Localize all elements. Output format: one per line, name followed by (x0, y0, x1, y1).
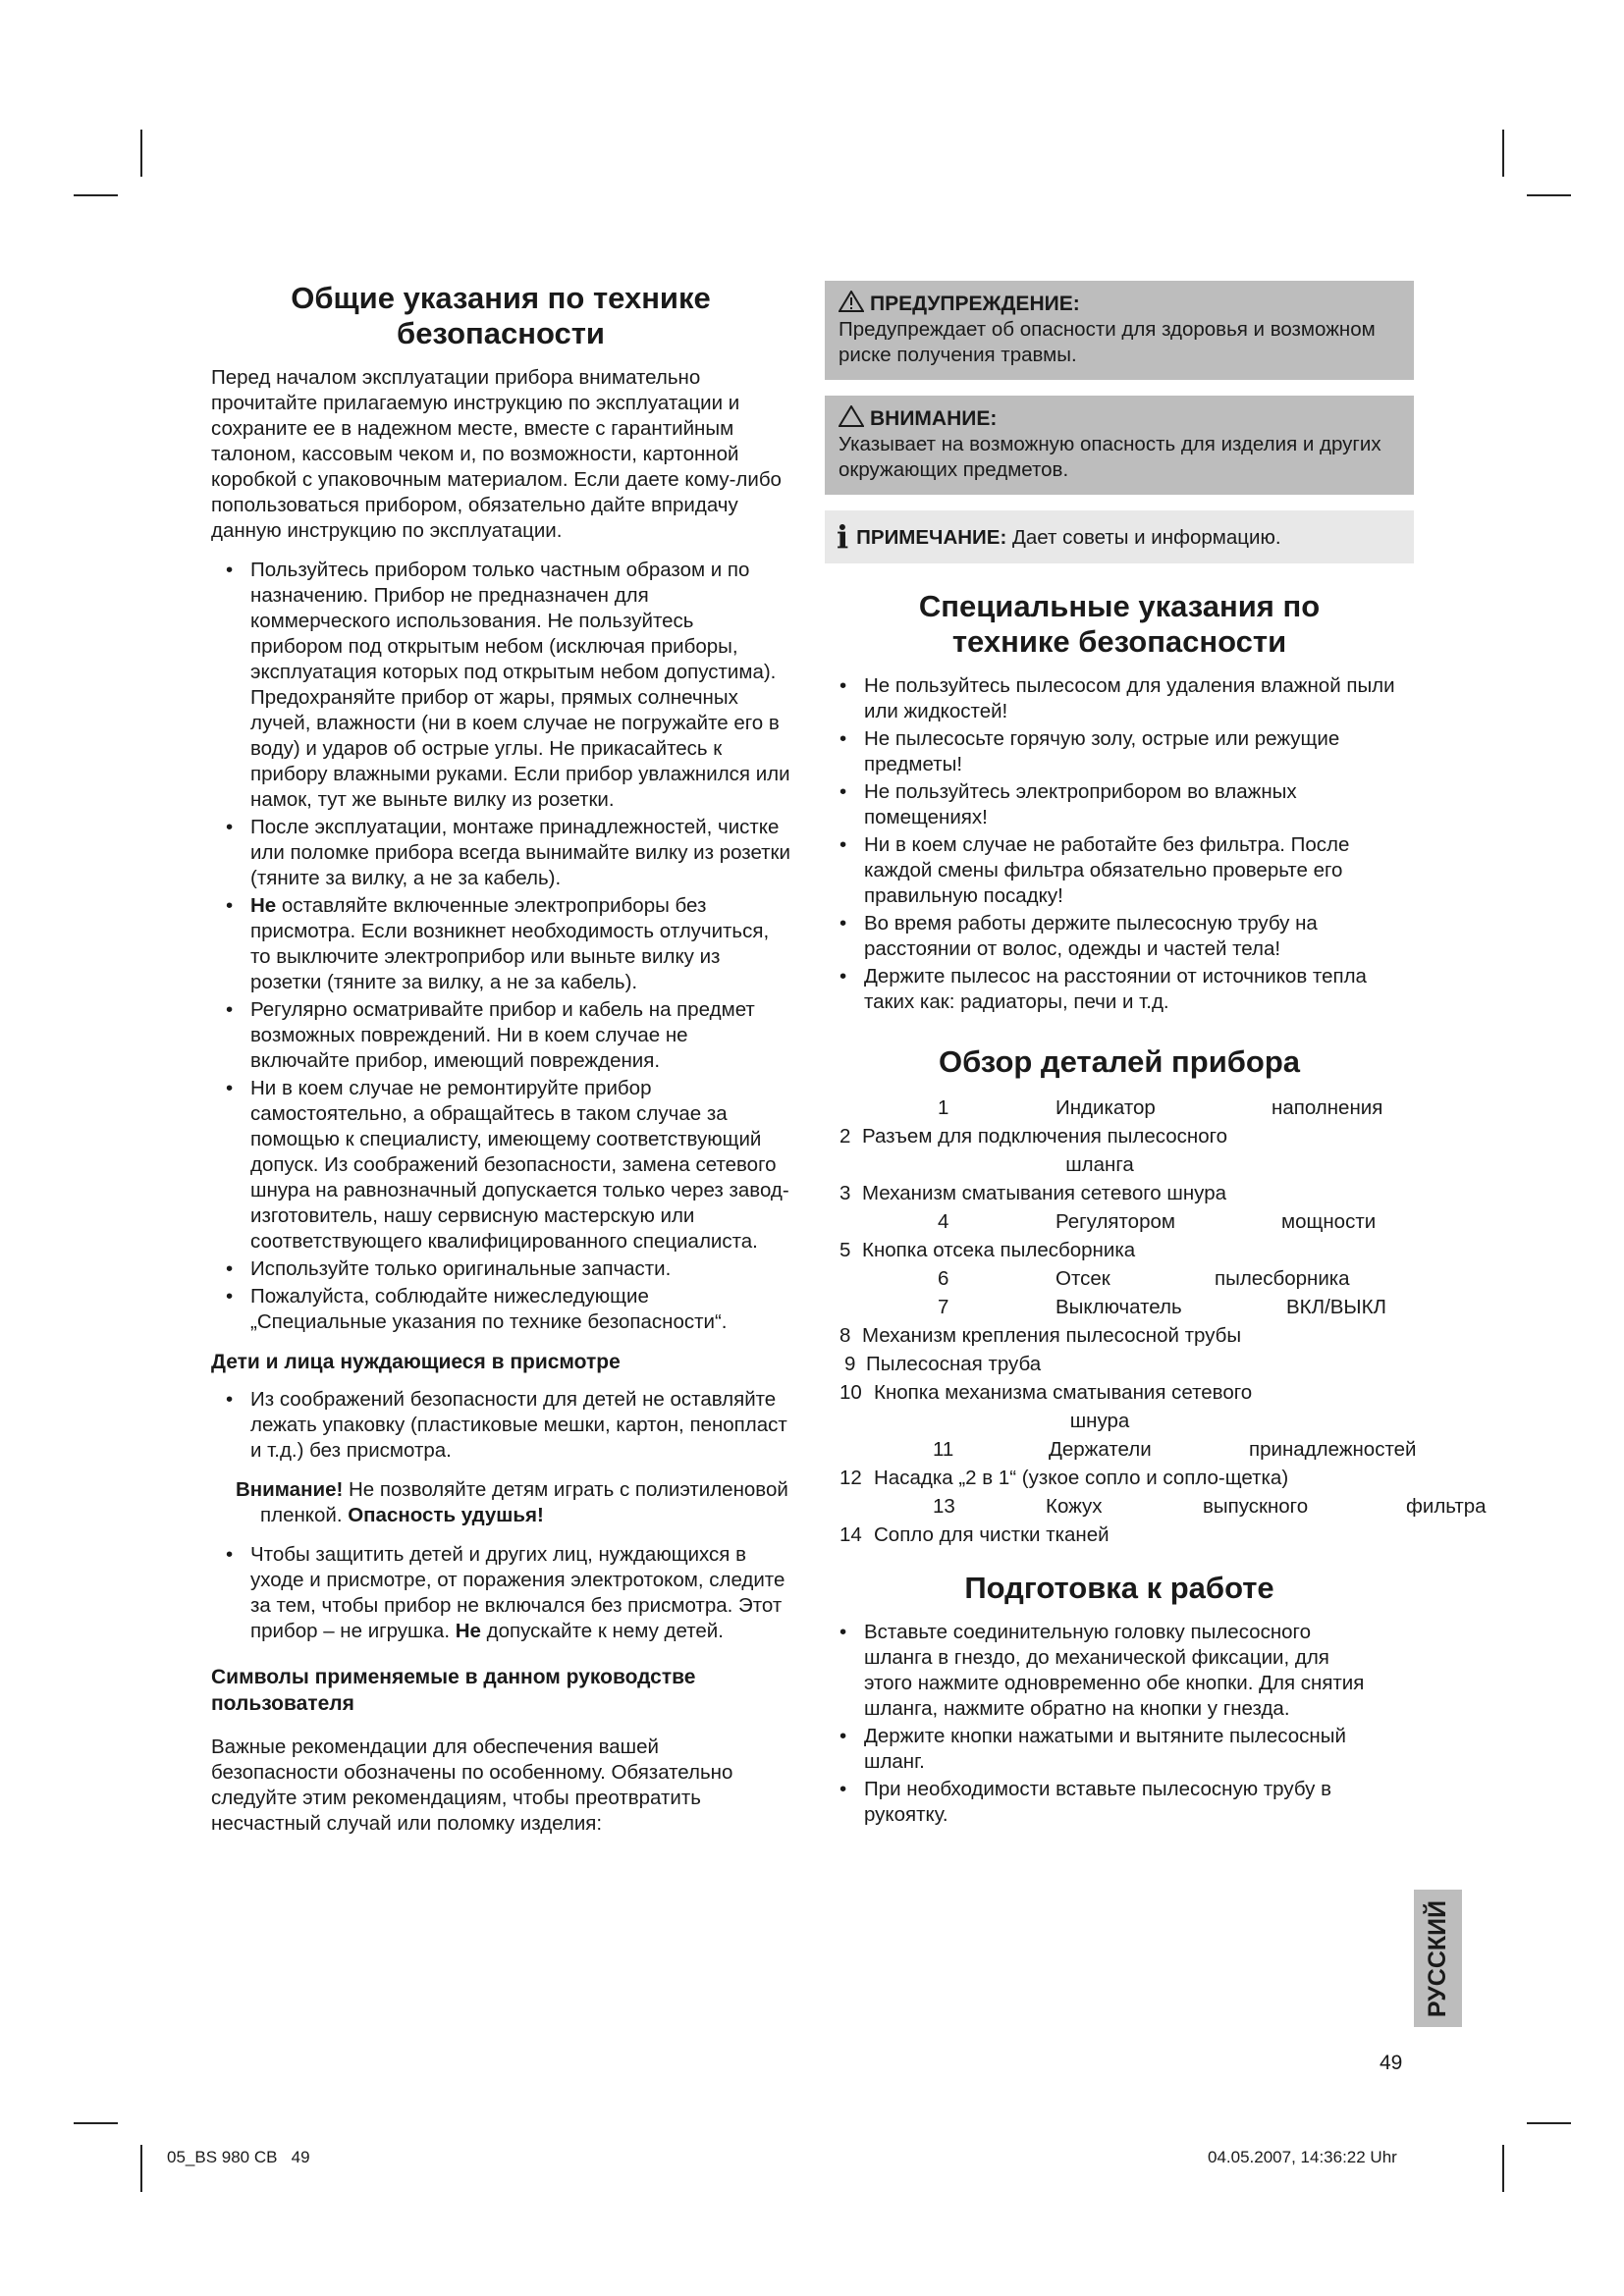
list-item: • Пользуйтесь прибором только частным образом и по назначению. Прибор не предназначен для коммерческого использования. Не пользуйтесь прибором под открытым небом (исключая приборы, эксплуатация которых под открытым небом допустима). Предохраняйте прибор от жары, прямых солнечных лучей, влажности (ни в коем случае не погружайте его в воду) и ударов об острые углы. Не прикасайтесь к прибору влажными руками. Если прибор увлажнился или намок, тут же выньте вилку из розетки. (226, 559, 790, 811)
list-item: • Регулярно осматривайте прибор и кабель на предмет возможных повреждений. Ни в коем случае не включайте прибор, имеющий повреждения. (226, 998, 755, 1072)
list-item: шланга (1065, 1153, 1134, 1176)
preparation-title: Подготовка к работе (964, 1571, 1274, 1605)
list-item: • Не пылесосьте горячую золу, острые или режущие предметы! (839, 727, 1340, 775)
list-item: 13 Кожух выпускного фильтра (933, 1495, 1487, 1518)
list-item: • Не пользуйтесь электроприбором во влажных помещениях! (839, 780, 1297, 828)
footer-timestamp: 04.05.2007, 14:36:22 Uhr (1208, 2148, 1397, 2166)
list-item: 6 Отсек пылесборника (938, 1267, 1350, 1290)
list-item: • Во время работы держите пылесосную трубу на расстоянии от волос, одежды и частей тела! (839, 912, 1318, 960)
note-box (825, 510, 1414, 563)
general-safety-title: Общие указания по технике безопасности (291, 281, 711, 350)
warning-title: ПРЕДУПРЕЖДЕНИЕ: (870, 293, 1080, 315)
list-item: 2 Разъем для подключения пылесосного (839, 1125, 1228, 1148)
list-item: • Пожалуйста, соблюдайте нижеследующие „Специальные указания по технике безопасности“. (226, 1285, 728, 1333)
list-item: 7 Выключатель ВКЛ/ВЫКЛ (938, 1296, 1386, 1318)
crop-mark (1527, 2122, 1571, 2124)
list-item: 1 Индикатор наполнения (938, 1096, 1383, 1119)
children-list (211, 1387, 790, 1464)
children-section-title: Дети и лица нуждающиеся в присмотре (211, 1351, 621, 1373)
crop-mark (140, 2145, 142, 2192)
symbols-section-title: Символы применяемые в данном руководстве пользователя (211, 1666, 696, 1715)
right-column (825, 281, 1487, 1842)
caution-text: Указывает на возможную опасность для изделия и других окружающих предметов. (839, 433, 1381, 481)
note-title: ПРИМЕЧАНИЕ: (856, 526, 1007, 549)
warning-box (825, 281, 1414, 380)
warning-triangle-icon (839, 291, 864, 312)
footer-file-info: 05_BS 980 CB 49 (167, 2148, 310, 2166)
list-item: • Из соображений безопасности для детей не оставляйте лежать упаковку (пластиковые мешки, картон, пенопласт и т.д.) без присмотра. (226, 1388, 787, 1462)
list-item: • Ни в коем случае не ремонтируйте прибор самостоятельно, а обращайтесь в таком случае за помощью к специалисту, имеющему соответствующий допуск. Из соображений безопасности, замена сетевого шнура на равнозначный допускается только через завод-изготовитель, нашу сервисную мастерскую или соответствующего квалифицированного специалиста. (226, 1077, 789, 1253)
list-item: • Не оставляйте включенные электроприборы без присмотра. Если возникнет необходимость отлучиться, то выключите электроприбор или выньте вилку из розетки (тяните за вилку, а не за кабель). (226, 894, 770, 993)
list-item: • Не пользуйтесь пылесосом для удаления влажной пыли или жидкостей! (839, 674, 1395, 722)
special-safety-list (825, 673, 1414, 1015)
intro-paragraph: Перед началом эксплуатации прибора внимательно прочитайте прилагаемую инструкцию по эксплуатации и сохраните ее в надежном месте, вместе с гарантийным талоном, кассовым чеком и, по возможности, картонной коробкой с упаковочным материалом. Если даете кому-либо попользоваться прибором, обязательно дайте впридачу данную инструкцию по эксплуатации. (211, 366, 782, 542)
crop-mark (74, 2122, 118, 2124)
list-item: 5 Кнопка отсека пылесборника (839, 1239, 1136, 1261)
warning-text: Предупреждает об опасности для здоровья и возможном риске получения травмы. (839, 318, 1376, 366)
list-item: шнура (1069, 1410, 1130, 1432)
list-item: • Держите пылесос на расстоянии от источников тепла таких как: радиаторы, печи и т.д. (839, 965, 1367, 1013)
list-item: • Чтобы защитить детей и других лиц, нуждающихся в уходе и присмотре, от поражения электротоком, следите за тем, чтобы прибор не включался без присмотра. Этот прибор – не игрушка. Не допускайте к нему детей. (226, 1543, 785, 1642)
crop-mark (1527, 194, 1571, 196)
list-item: 4 Регулятором мощности (938, 1210, 1377, 1233)
caution-box (825, 396, 1414, 495)
children-warning: Внимание! Не позволяйте детям играть с полиэтиленовой пленкой. Опасность удушья! (236, 1478, 788, 1526)
left-column (211, 281, 790, 1850)
list-item: 10 Кнопка механизма сматывания сетевого (839, 1381, 1253, 1404)
list-item: • После эксплуатации, монтаже принадлежностей, чистке или поломке прибора всегда вынимайте вилку из розетки (тяните за вилку, а не за кабель). (226, 816, 790, 889)
page-number: 49 (1380, 2052, 1403, 2074)
list-item: • Держите кнопки нажатыми и вытяните пылесосный шланг. (839, 1725, 1346, 1773)
list-item: • При необходимости вставьте пылесосную трубу в рукоятку. (839, 1778, 1331, 1826)
preparation-list (825, 1620, 1414, 1828)
list-item: 9 Пылесосная труба (844, 1353, 1042, 1375)
list-item: 8 Механизм крепления пылесосной трубы (839, 1324, 1242, 1347)
crop-mark (1502, 130, 1504, 177)
list-item: • Ни в коем случае не работайте без фильтра. После каждой смены фильтра обязательно проверьте его правильную посадку! (839, 833, 1350, 907)
caution-title: ВНИМАНИЕ: (870, 407, 998, 430)
info-icon: i (837, 518, 849, 556)
crop-mark (140, 130, 142, 177)
note-text: Дает советы и информацию. (1006, 526, 1281, 549)
list-item: 3 Механизм сматывания сетевого шнура (839, 1182, 1226, 1204)
list-item: 11 Держатели принадлежностей (933, 1438, 1417, 1461)
list-item: 14 Сопло для чистки тканей (839, 1523, 1110, 1546)
general-safety-list (211, 558, 790, 1335)
crop-mark (1502, 2145, 1504, 2192)
language-tab: РУССКИЙ (1414, 1890, 1462, 2027)
list-item: • Используйте только оригинальные запчасти. (226, 1257, 672, 1280)
parts-list (825, 1094, 1487, 1549)
caution-triangle-icon (839, 405, 864, 427)
crop-mark (74, 194, 118, 196)
symbols-paragraph: Важные рекомендации для обеспечения вашей безопасности обозначены по особенному. Обязательно следуйте этим рекомендациям, чтобы преотвратить несчастный случай или поломку изделия: (211, 1735, 733, 1835)
overview-title: Обзор деталей прибора (938, 1044, 1301, 1079)
list-item: • Вставьте соединительную головку пылесосного шланга в гнездо, до механической фиксации, для этого нажмите одновременно обе кнопки. Для снятия шланга, нажмите обратно на кнопки у гнезда. (839, 1621, 1365, 1720)
special-safety-title: Специальные указания по технике безопасности (918, 589, 1321, 659)
list-item: 12 Насадка „2 в 1“ (узкое сопло и сопло-щетка) (839, 1467, 1289, 1489)
children-list-2 (211, 1542, 790, 1644)
